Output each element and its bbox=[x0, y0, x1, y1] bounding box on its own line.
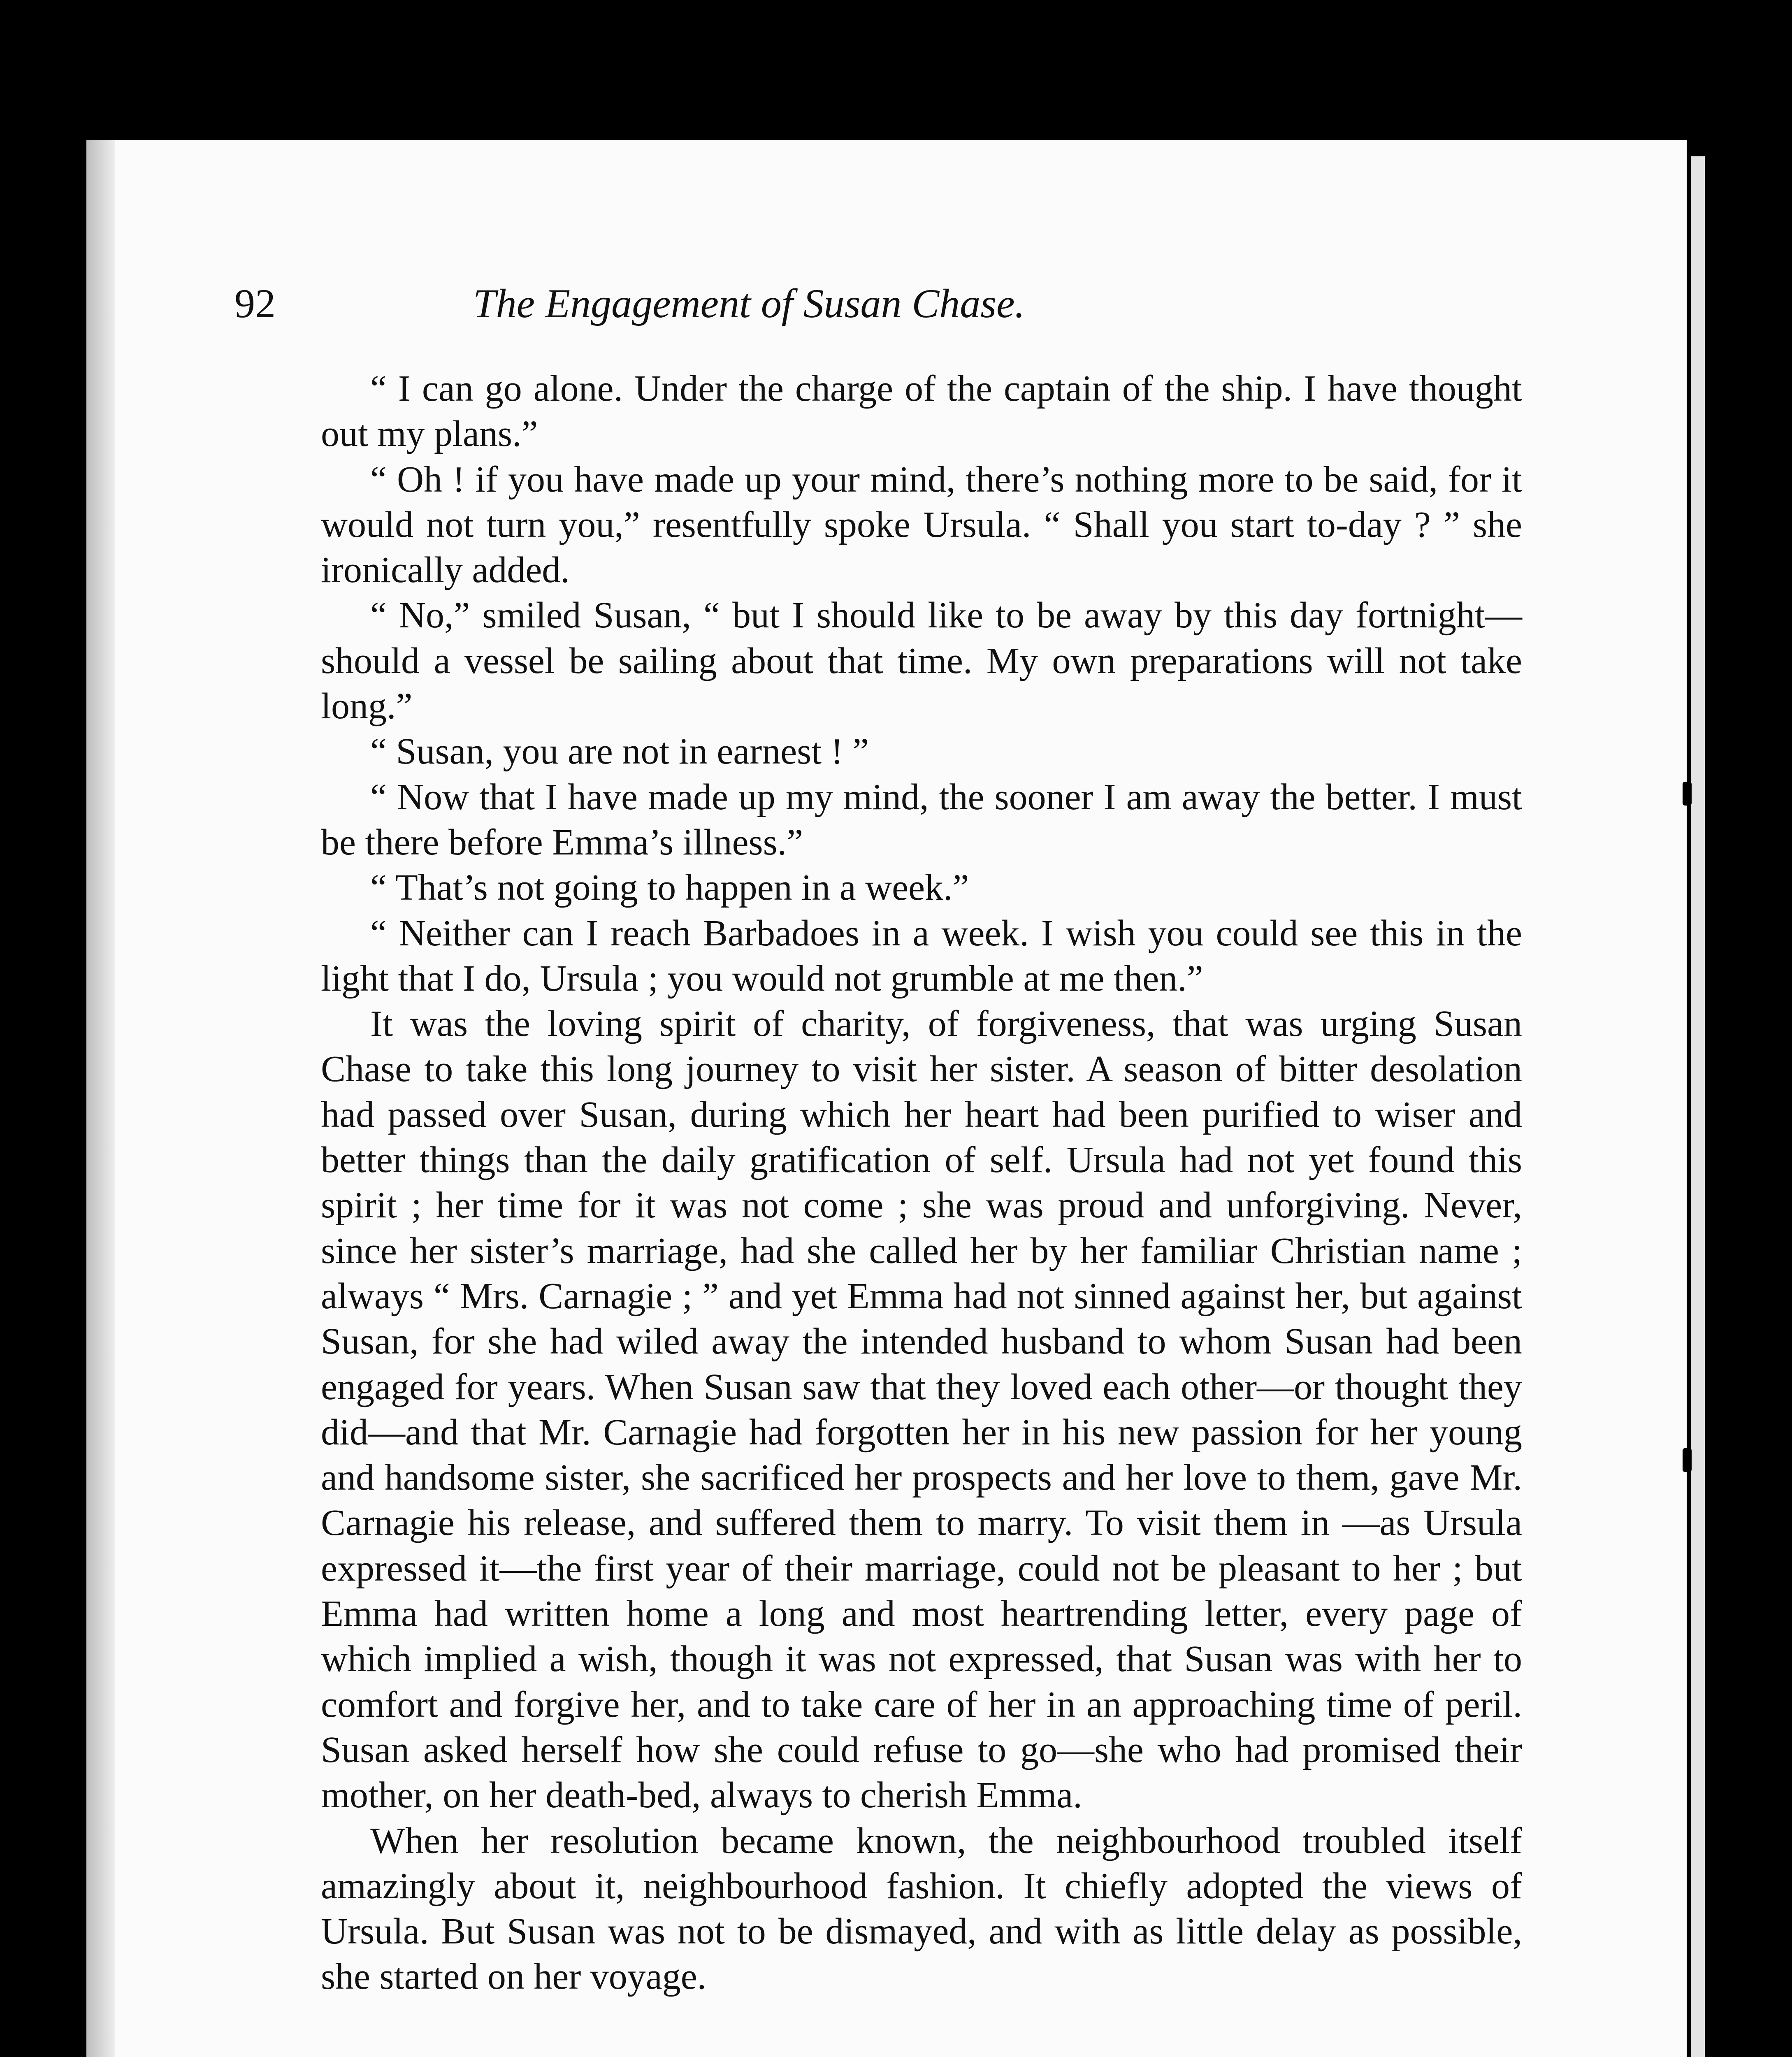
paragraph: “ Neither can I reach Barbadoes in a week. I wish you could see this in the light that I do, Ursula ; you would not grumble at me then.” bbox=[321, 912, 1522, 999]
paragraph: It was the loving spirit of charity, of forgiveness, that was urging Susan Chase to take this long journey to visit her sister. A season of bitter desolation had passed over Susan, during which her heart had been purified to wiser and better things than the daily gratification of self. Ursula had not yet found this spirit ; her time for it was not come ; she was proud and unforgiving. Never, since her sister’s marriage, had she called her by her familiar Christian name ; always “ Mrs. Carnagie ; ” and yet Emma had not sinned against her, but against Susan, for she had wiled away the intended husband to whom Susan had been engaged for years. When Susan saw that they loved each other—or thought they did—and that Mr. Carnagie had forgotten her in his new passion for her young and handsome sister, she sacrificed her prospects and her love to them, gave Mr. Carnagie his release, and suffered them to marry. To visit them in —as Ursula expressed it—the first year of their marriage, could not be pleasant to her ; but Emma had written home a long and most heartrending letter, every page of which implied a wish, though it was not expressed, that Susan was with her to comfort and forgive her, and to take care of her in an approaching time of peril. Susan asked herself how she could refuse to go—she who had promised their mother, on her death-bed, always to cherish Emma. bbox=[321, 1003, 1522, 1816]
paragraph: “ Susan, you are not in earnest ! ” bbox=[370, 731, 869, 772]
page-number: 92 bbox=[234, 281, 276, 326]
paragraph: “ Now that I have made up my mind, the sooner I am away the better. I must be there before Emma’s illness.” bbox=[321, 776, 1522, 863]
paragraph: “ That’s not going to happen in a week.” bbox=[370, 867, 969, 908]
paragraph: “ I can go alone. Under the charge of the captain of the ship. I have thought out my plans.” bbox=[321, 368, 1522, 455]
running-head: The Engagement of Susan Chase. bbox=[473, 281, 1025, 326]
paragraph: “ No,” smiled Susan, “ but I should like to be away by this day fortnight—should a vessel be sailing about that time. My own preparations will not take long.” bbox=[321, 595, 1522, 727]
body-text bbox=[321, 366, 1522, 2000]
paragraph: When her resolution became known, the neighbourhood troubled itself amazingly about it, neighbourhood fashion. It chiefly adopted the views of Ursula. But Susan was not to be dismayed, and with as little delay as possible, she started on her voyage. bbox=[321, 1820, 1522, 1997]
page-edge bbox=[1691, 156, 1705, 2057]
page-gutter bbox=[86, 140, 115, 2057]
page-header bbox=[234, 267, 1518, 329]
page-edge-mark bbox=[1683, 782, 1692, 806]
paragraph: “ Oh ! if you have made up your mind, there’s nothing more to be said, for it would not turn you,” resentfully spoke Ursula. “ Shall you start to-day ? ” she ironically added. bbox=[321, 459, 1522, 591]
page-edge-mark bbox=[1683, 1448, 1692, 1472]
